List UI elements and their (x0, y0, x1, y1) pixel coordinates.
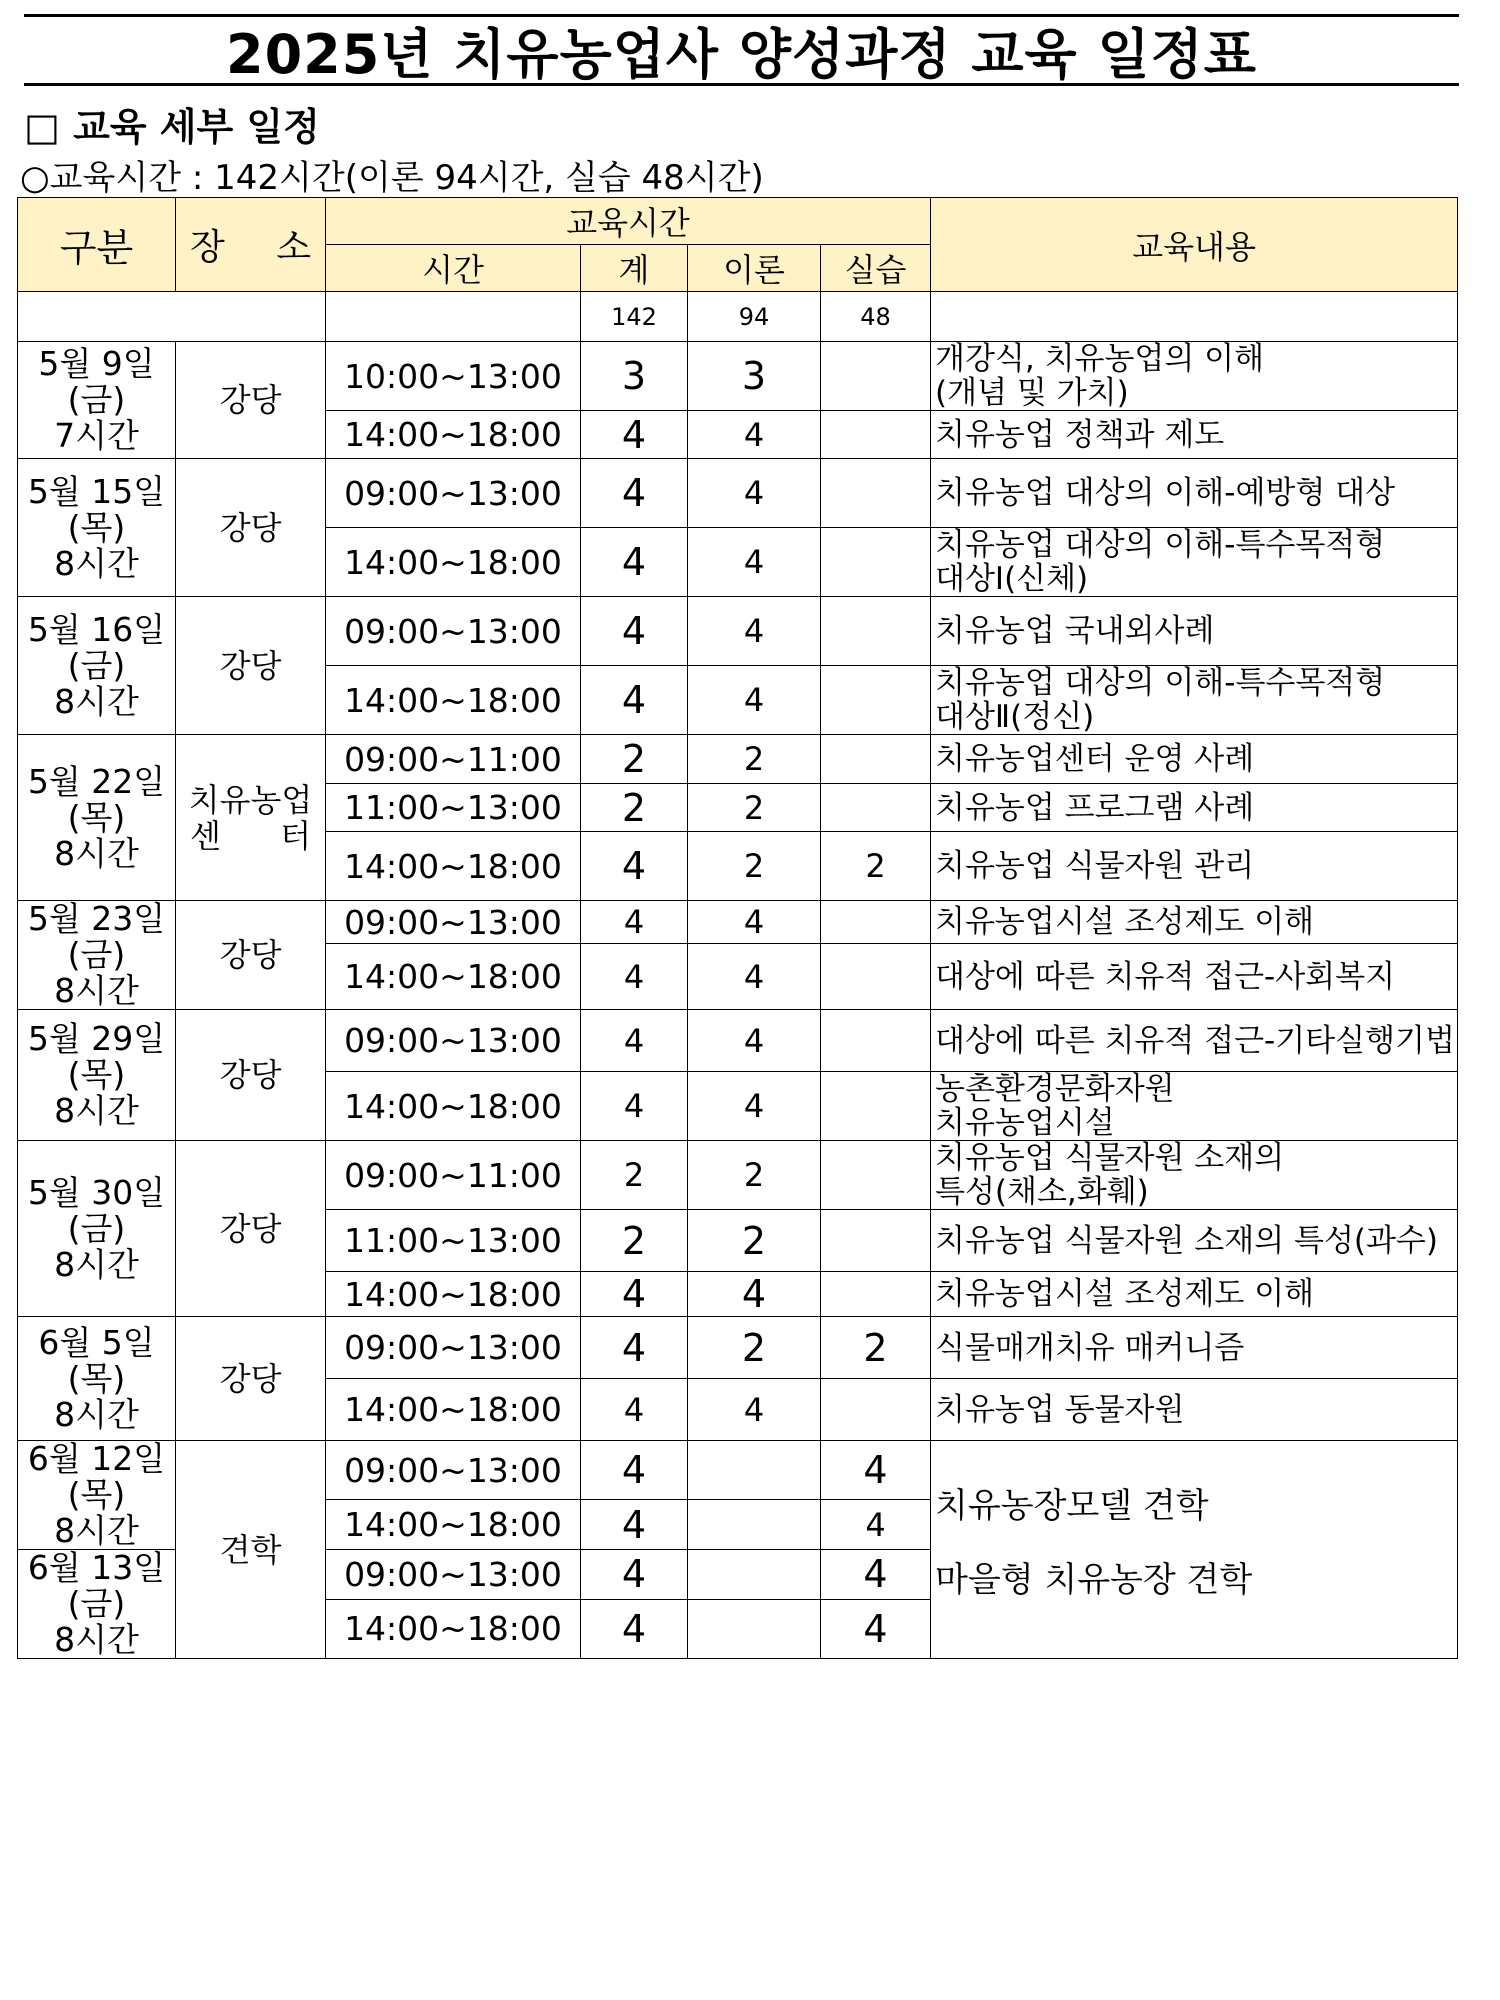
content-cell (931, 1379, 1458, 1441)
theory-cell: 4 (688, 528, 821, 597)
place-char: 센 (190, 816, 221, 855)
content-cell (931, 901, 1458, 944)
content-line: 치유농업 동물자원 (935, 1391, 1185, 1428)
practice-cell (821, 735, 931, 784)
date-line: 5월 23일 (27, 900, 166, 938)
date-line: 7시간 (54, 416, 139, 455)
date-line: (금) (67, 935, 126, 974)
time-cell: 14:00~18:00 (326, 666, 581, 735)
header-time: 시간 (326, 245, 581, 292)
content-cell (931, 1272, 1458, 1317)
content-line: 치유농업시설 조성제도 이해 (935, 1276, 1315, 1312)
place-line: 강당 (219, 936, 282, 974)
content-line: (개념 및 가치) (935, 375, 1129, 411)
practice-cell (821, 1010, 931, 1072)
date-line: 6월 5일 (38, 1322, 155, 1362)
time-cell: 14:00~18:00 (326, 1272, 581, 1317)
total-cell: 4 (581, 1599, 688, 1658)
date-line: 8시간 (54, 971, 139, 1010)
content-cell (931, 784, 1458, 832)
content-line: 치유농업 프로그램 사례 (935, 789, 1255, 826)
date-line: 8시간 (54, 543, 139, 583)
field-trip-content (931, 1441, 1458, 1659)
table-row (18, 1317, 1458, 1379)
content-cell (931, 411, 1458, 459)
header-practice: 실습 (821, 245, 931, 292)
date-line: 8시간 (54, 833, 139, 873)
total-cell: 4 (581, 832, 688, 901)
content-line: 대상에 따른 치유적 접근-사회복지 (935, 958, 1396, 995)
header-edu-time: 교육시간 (326, 198, 931, 245)
theory-cell (688, 1550, 821, 1600)
place-line: 치유농업 (188, 780, 313, 819)
place-line: 강당 (219, 1056, 282, 1094)
content-cell (931, 735, 1458, 784)
total-cell: 4 (581, 411, 688, 459)
date-line: (목) (67, 797, 126, 837)
theory-cell: 4 (688, 944, 821, 1010)
time-cell: 09:00~13:00 (326, 1550, 581, 1600)
practice-cell: 4 (821, 1441, 931, 1500)
date-line: (목) (67, 1358, 126, 1398)
date-line: (금) (67, 1208, 126, 1248)
content-cell (931, 342, 1458, 411)
practice-cell (821, 342, 931, 411)
date-cell (18, 1441, 176, 1550)
date-line: 5월 15일 (27, 471, 166, 511)
time-cell: 10:00~13:00 (326, 342, 581, 411)
theory-cell: 4 (688, 1379, 821, 1441)
header-total: 계 (581, 245, 688, 292)
place-cell (176, 735, 326, 901)
time-cell: 09:00~13:00 (326, 597, 581, 666)
date-cell (18, 342, 176, 459)
practice-cell (821, 1379, 931, 1441)
date-line: (목) (67, 1475, 126, 1514)
content-line: 치유농업 식물자원 소재의 (935, 1140, 1285, 1176)
date-line: 5월 22일 (27, 761, 166, 801)
content-cell (931, 1010, 1458, 1072)
practice-cell (821, 1272, 931, 1317)
place-cell (176, 1010, 326, 1141)
date-line: 8시간 (54, 681, 139, 721)
date-cell (18, 1550, 176, 1659)
time-cell: 14:00~18:00 (326, 1599, 581, 1658)
content-line: 식물매개치유 매커니즘 (935, 1329, 1245, 1366)
content-line: 치유농업시설 조성제도 이해 (935, 904, 1315, 941)
practice-cell (821, 528, 931, 597)
content-cell (931, 459, 1458, 528)
time-cell: 14:00~18:00 (326, 944, 581, 1010)
place-cell (176, 459, 326, 597)
date-line: (목) (67, 507, 126, 547)
total-cell: 4 (581, 597, 688, 666)
time-cell: 14:00~18:00 (326, 832, 581, 901)
theory-cell: 4 (688, 1272, 821, 1317)
date-line: 8시간 (54, 1511, 139, 1550)
total-cell: 4 (581, 1379, 688, 1441)
table-row (18, 459, 1458, 528)
schedule-table (17, 197, 1458, 1659)
total-cell: 4 (581, 528, 688, 597)
place-cell (176, 1441, 326, 1659)
time-cell: 09:00~11:00 (326, 1141, 581, 1210)
content-line: 치유농업 대상의 이해-특수목적형 (935, 527, 1386, 563)
total-cell: 2 (581, 1141, 688, 1210)
totals-row (18, 292, 1458, 342)
date-cell (18, 1141, 176, 1317)
place-cell (176, 597, 326, 735)
total-cell: 3 (581, 342, 688, 411)
place-cell (176, 342, 326, 459)
total-cell: 4 (581, 901, 688, 944)
content-line: 특성(채소,화훼) (935, 1174, 1149, 1210)
place-line: 견학 (219, 1530, 282, 1569)
content-line: 마을형 치유농장 견학 (935, 1560, 1253, 1600)
total-cell: 4 (581, 1072, 688, 1141)
content-line: 치유농업시설 (935, 1105, 1115, 1141)
total-cell: 4 (581, 666, 688, 735)
header-category: 구분 (18, 198, 176, 292)
content-line: 치유농업 식물자원 소재의 특성(과수) (935, 1222, 1438, 1259)
content-cell (931, 1210, 1458, 1272)
header-place: 장 소 (176, 198, 326, 292)
place-line: 강당 (219, 1359, 282, 1398)
content-line: 치유농업 대상의 이해-예방형 대상 (935, 475, 1396, 511)
content-cell (931, 944, 1458, 1010)
totals-theory: 94 (688, 292, 821, 342)
totals-content-blank (931, 292, 1458, 342)
content-cell (931, 1317, 1458, 1379)
total-cell: 4 (581, 944, 688, 1010)
theory-cell: 2 (688, 1210, 821, 1272)
totals-total: 142 (581, 292, 688, 342)
content-line: 치유농업 식물자원 관리 (935, 848, 1255, 884)
table-row (18, 1141, 1458, 1210)
practice-cell (821, 901, 931, 944)
content-cell (931, 597, 1458, 666)
practice-cell (821, 459, 931, 528)
time-cell: 14:00~18:00 (326, 1500, 581, 1550)
content-line: 대상Ⅱ(정신) (935, 699, 1095, 735)
hours-summary: ○교육시간 : 142시간(이론 94시간, 실습 48시간) (20, 158, 764, 198)
date-line: 5월 9일 (38, 344, 155, 383)
time-cell: 11:00~13:00 (326, 1210, 581, 1272)
date-cell (18, 459, 176, 597)
header-content: 교육내용 (931, 198, 1458, 292)
date-line: 8시간 (54, 1394, 139, 1434)
time-cell: 09:00~13:00 (326, 1010, 581, 1072)
theory-cell: 2 (688, 832, 821, 901)
date-line: 5월 30일 (27, 1172, 166, 1212)
practice-cell (821, 944, 931, 1010)
time-cell: 14:00~18:00 (326, 528, 581, 597)
content-line: 치유농업센터 운영 사례 (935, 741, 1255, 777)
total-cell: 2 (581, 1210, 688, 1272)
title-bar (24, 14, 1459, 86)
time-cell: 11:00~13:00 (326, 784, 581, 832)
practice-cell: 4 (821, 1550, 931, 1600)
practice-cell (821, 597, 931, 666)
content-line: 치유농업 국내외사례 (935, 613, 1215, 649)
date-cell (18, 1317, 176, 1441)
practice-cell (821, 411, 931, 459)
table-row (18, 597, 1458, 666)
content-cell (931, 832, 1458, 901)
time-cell: 09:00~13:00 (326, 1441, 581, 1500)
time-cell: 09:00~13:00 (326, 901, 581, 944)
content-line: 치유농장모델 견학 (935, 1486, 1209, 1526)
place-cell (176, 1317, 326, 1441)
date-cell (18, 597, 176, 735)
theory-cell: 4 (688, 666, 821, 735)
practice-cell: 4 (821, 1599, 931, 1658)
totals-practice: 48 (821, 292, 931, 342)
page-title: 2025년 치유농업사 양성과정 교육 일정표 (226, 22, 1257, 86)
date-line: (금) (67, 1584, 126, 1623)
table-row (18, 1010, 1458, 1072)
table-row (18, 901, 1458, 944)
totals-blank (18, 292, 326, 342)
time-cell: 09:00~13:00 (326, 1317, 581, 1379)
date-line: 6월 12일 (27, 1440, 166, 1478)
place-cell (176, 1141, 326, 1317)
date-line: (금) (67, 380, 126, 419)
content-line: 개강식, 치유농업의 이해 (935, 341, 1265, 377)
date-cell (18, 735, 176, 901)
practice-cell (821, 784, 931, 832)
content-cell (931, 1141, 1458, 1210)
time-cell: 14:00~18:00 (326, 1379, 581, 1441)
theory-cell: 4 (688, 411, 821, 459)
theory-cell: 4 (688, 901, 821, 944)
date-line: 8시간 (54, 1091, 139, 1130)
theory-cell: 2 (688, 1317, 821, 1379)
content-cell (931, 666, 1458, 735)
place-cell (176, 901, 326, 1010)
content-line: 치유농업 정책과 제도 (935, 416, 1225, 453)
theory-cell: 4 (688, 459, 821, 528)
table-row (18, 735, 1458, 784)
content-line: 치유농업 대상의 이해-특수목적형 (935, 665, 1386, 701)
theory-cell: 2 (688, 735, 821, 784)
date-line: 5월 29일 (27, 1019, 166, 1058)
practice-cell: 2 (821, 1317, 931, 1379)
theory-cell: 3 (688, 342, 821, 411)
practice-cell (821, 1210, 931, 1272)
practice-cell (821, 666, 931, 735)
content-cell (931, 528, 1458, 597)
place-line-split (176, 818, 325, 854)
table-row (18, 1441, 1458, 1500)
date-line: 8시간 (54, 1244, 139, 1284)
date-line: (목) (67, 1055, 126, 1094)
theory-cell (688, 1500, 821, 1550)
total-cell: 4 (581, 1010, 688, 1072)
date-line: 5월 16일 (27, 609, 166, 649)
total-cell: 4 (581, 1272, 688, 1317)
totals-time-blank (326, 292, 581, 342)
date-line: 8시간 (54, 1620, 139, 1659)
total-cell: 4 (581, 1550, 688, 1600)
total-cell: 2 (581, 735, 688, 784)
place-char: 터 (280, 816, 311, 855)
section-heading: □ 교육 세부 일정 (24, 105, 320, 149)
content-line: 대상에 따른 치유적 접근-기타실행기법 (935, 1022, 1455, 1059)
table-row (18, 342, 1458, 411)
content-cell (931, 1072, 1458, 1141)
practice-cell: 2 (821, 832, 931, 901)
practice-cell: 4 (821, 1500, 931, 1550)
date-line: 6월 13일 (27, 1549, 166, 1587)
content-line: 농촌환경문화자원 (935, 1071, 1175, 1107)
date-line: (금) (67, 645, 126, 685)
total-cell: 4 (581, 1317, 688, 1379)
time-cell: 14:00~18:00 (326, 411, 581, 459)
place-line: 강당 (219, 508, 282, 547)
theory-cell (688, 1441, 821, 1500)
time-cell: 09:00~13:00 (326, 459, 581, 528)
date-cell (18, 1010, 176, 1141)
practice-cell (821, 1072, 931, 1141)
time-cell: 09:00~11:00 (326, 735, 581, 784)
theory-cell: 4 (688, 1010, 821, 1072)
theory-cell: 2 (688, 784, 821, 832)
total-cell: 4 (581, 1500, 688, 1550)
place-line: 강당 (219, 646, 282, 685)
total-cell: 4 (581, 459, 688, 528)
place-line: 강당 (219, 381, 282, 419)
total-cell: 2 (581, 784, 688, 832)
theory-cell (688, 1599, 821, 1658)
theory-cell: 2 (688, 1141, 821, 1210)
time-cell: 14:00~18:00 (326, 1072, 581, 1141)
theory-cell: 4 (688, 597, 821, 666)
content-line: 대상Ⅰ(신체) (935, 561, 1089, 597)
header-theory: 이론 (688, 245, 821, 292)
theory-cell: 4 (688, 1072, 821, 1141)
total-cell: 4 (581, 1441, 688, 1500)
practice-cell (821, 1141, 931, 1210)
place-line: 강당 (219, 1209, 282, 1248)
date-cell (18, 901, 176, 1010)
